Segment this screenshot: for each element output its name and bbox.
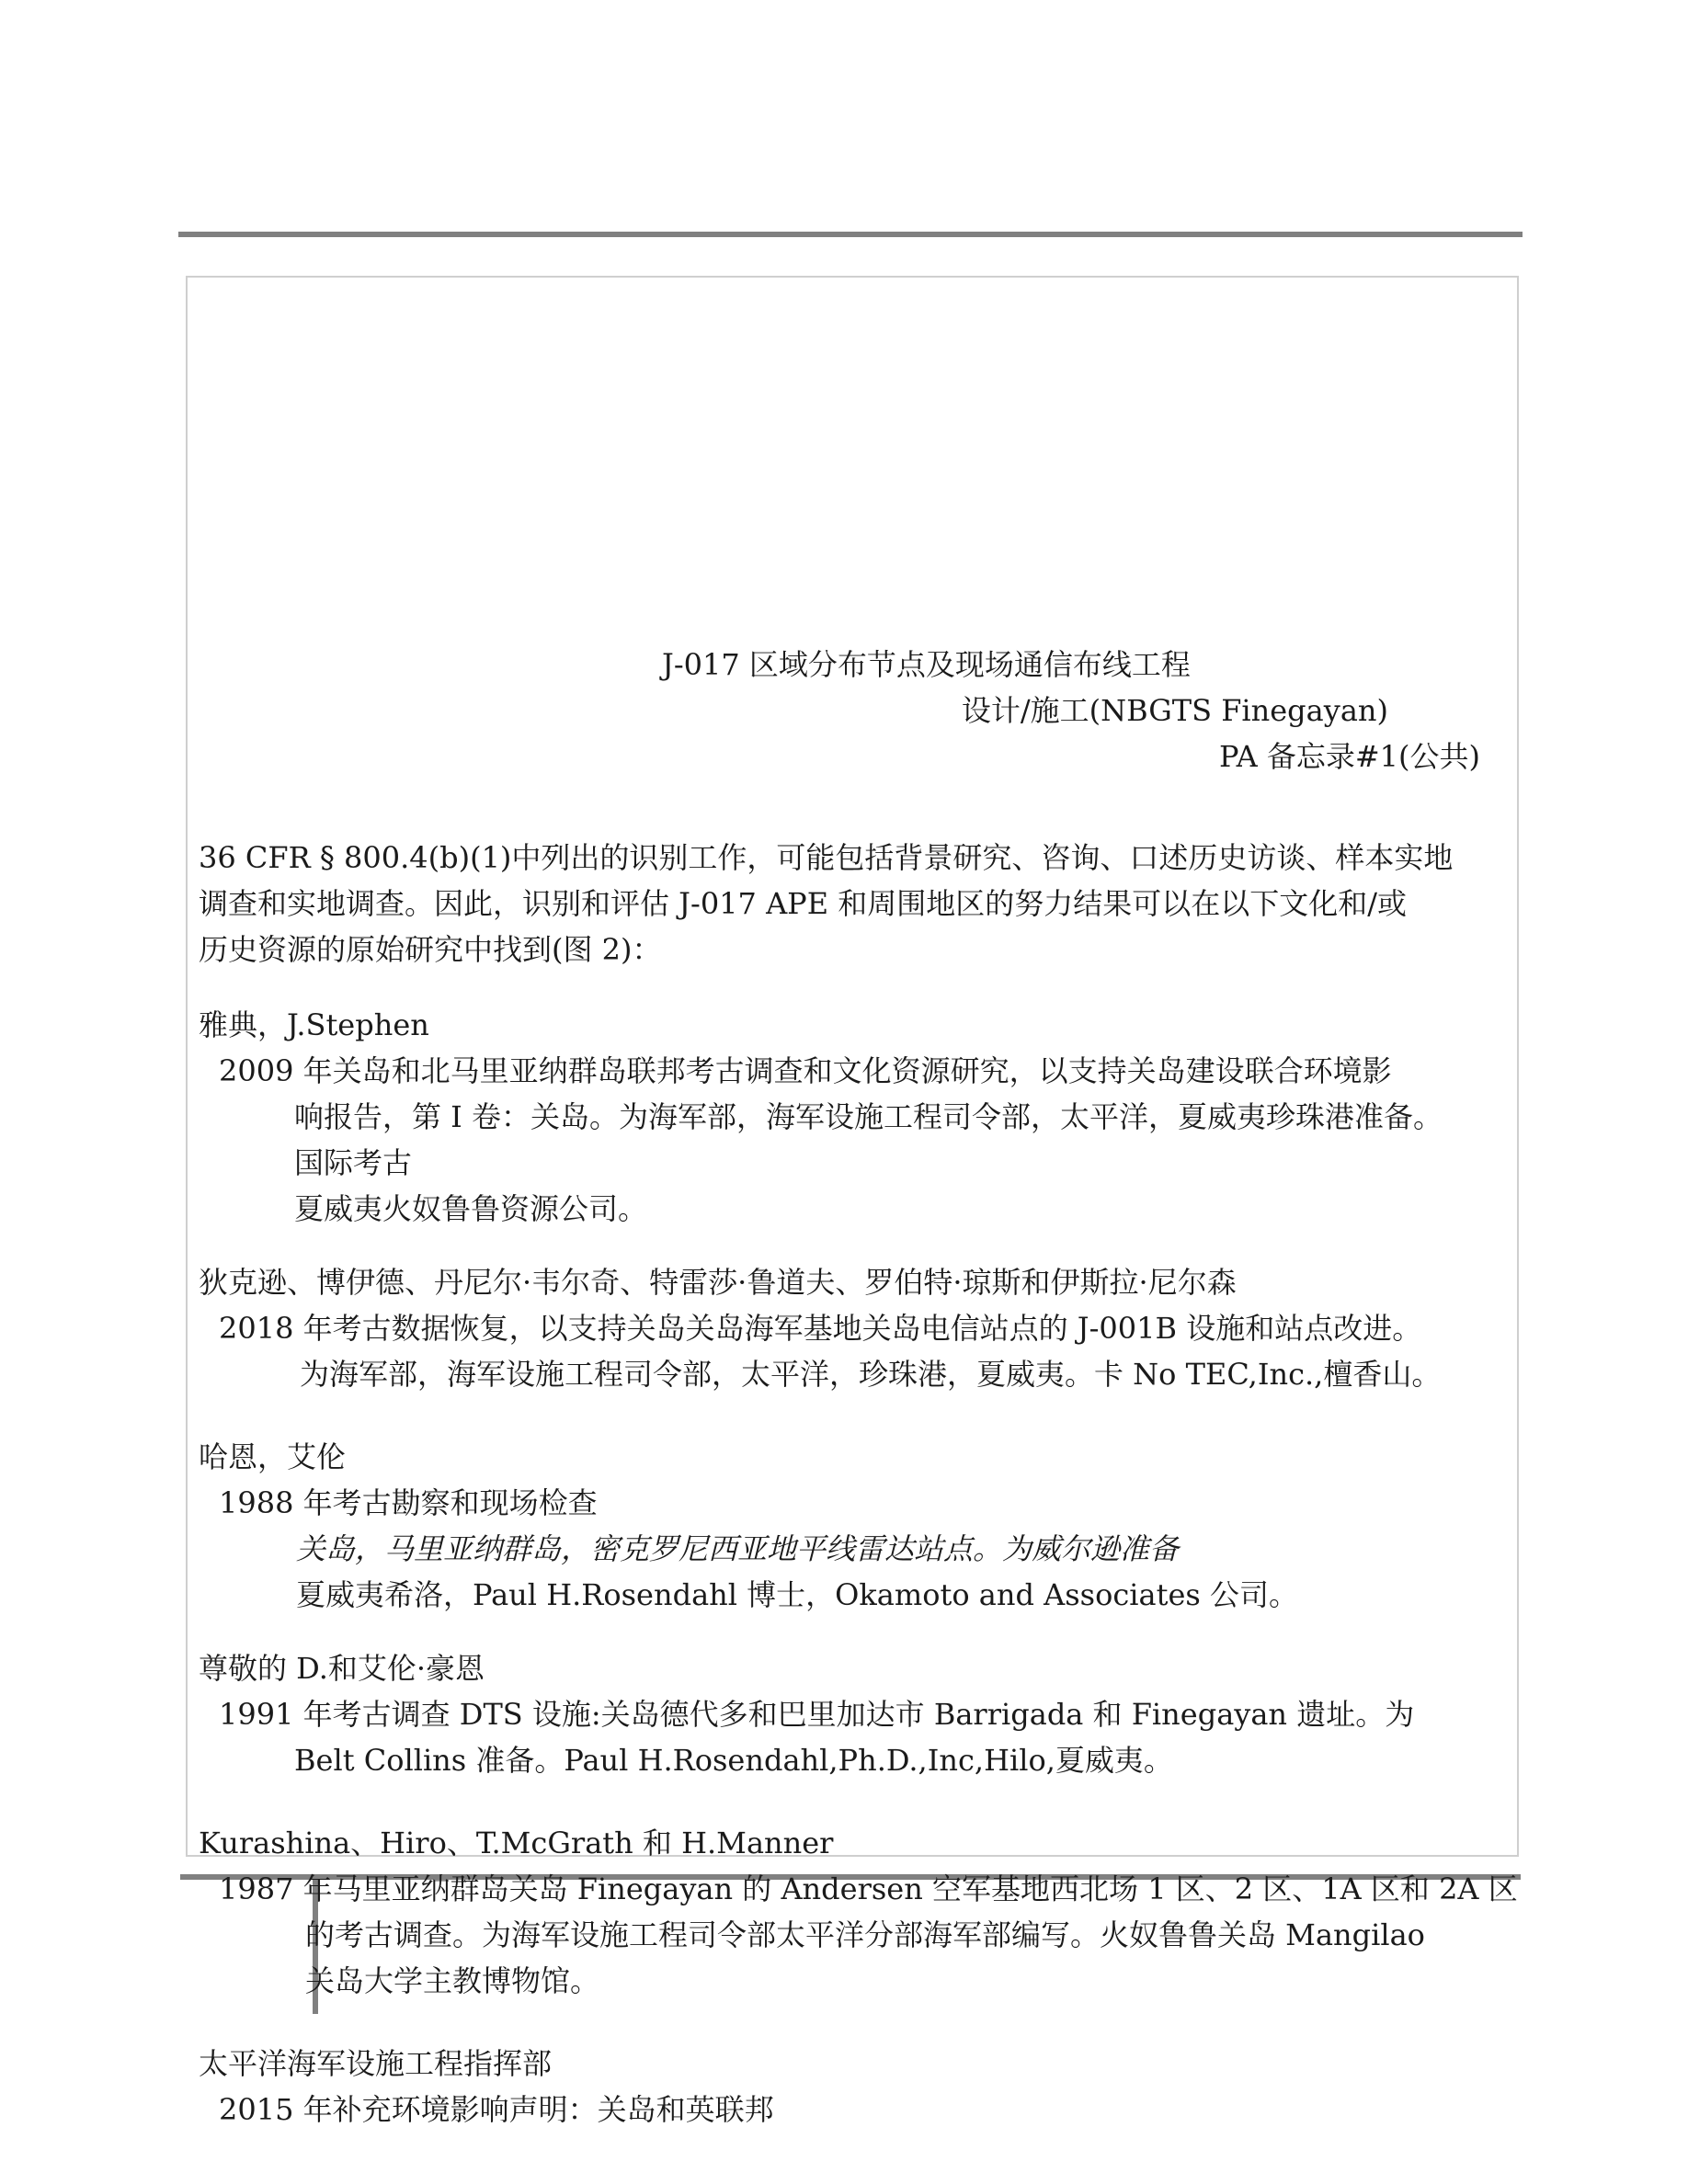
reference-line: 2018 年考古数据恢复，以支持关岛关岛海军基地关岛电信站点的 J-001B 设施和站点改进。	[219, 1311, 1422, 1346]
reference-line: 关岛大学主教博物馆。	[305, 1963, 600, 1998]
reference-line: 1991 年考古调查 DTS 设施:关岛德代多和巴里加达市 Barrigada 和 Finegayan 遗址。为	[219, 1697, 1415, 1732]
reference-line: 关岛，马里亚纳群岛，密克罗尼西亚地平线雷达站点。为威尔逊准备	[296, 1531, 1180, 1566]
reference-line: 2009 年关岛和北马里亚纳群岛联邦考古调查和文化资源研究，以支持关岛建设联合环境影	[219, 1053, 1392, 1088]
document-title: J-017 区域分布节点及现场通信布线工程	[662, 647, 1191, 682]
reference-author: 尊敬的 D.和艾伦·豪恩	[199, 1651, 485, 1686]
reference-author: 太平洋海军设施工程指挥部	[199, 2046, 553, 2081]
intro-line: 调查和实地调查。因此，识别和评估 J-017 APE 和周围地区的努力结果可以在以下文化和/或	[199, 886, 1408, 921]
reference-line: Belt Collins 准备。Paul H.Rosendahl,Ph.D.,Inc,Hilo,夏威夷。	[294, 1743, 1173, 1778]
intro-line: 36 CFR § 800.4(b)(1)中列出的识别工作，可能包括背景研究、咨询、口述历史访谈、样本实地	[199, 840, 1454, 875]
reference-author: Kurashina、Hiro、T.McGrath 和 H.Manner	[199, 1826, 834, 1860]
reference-line: 1988 年考古勘察和现场检查	[219, 1485, 598, 1520]
reference-line: 国际考古	[294, 1145, 413, 1180]
reference-line: 响报告，第 I 卷：关岛。为海军部，海军设施工程司令部，太平洋，夏威夷珍珠港准备。	[294, 1099, 1443, 1134]
reference-line: 1987 年马里亚纳群岛关岛 Finegayan 的 Andersen 空军基地西北场 1 区、2 区、1A 区和 2A 区	[219, 1871, 1518, 1906]
reference-line: 2015 年补充环境影响声明：关岛和英联邦	[219, 2092, 774, 2127]
reference-line: 夏威夷希洛，Paul H.Rosendahl 博士，Okamoto and Associates 公司。	[296, 1577, 1298, 1612]
reference-author: 雅典，J.Stephen	[199, 1007, 429, 1042]
reference-author: 狄克逊、博伊德、丹尼尔·韦尔奇、特雷莎·鲁道夫、罗伯特·琼斯和伊斯拉·尼尔森	[199, 1265, 1237, 1300]
reference-line: 为海军部，海军设施工程司令部，太平洋，珍珠港，夏威夷。卡 No TEC,Inc.,檀香山。	[300, 1357, 1442, 1392]
reference-line: 夏威夷火奴鲁鲁资源公司。	[294, 1191, 648, 1226]
reference-line: 的考古调查。为海军设施工程司令部太平洋分部海军部编写。火奴鲁鲁关岛 Mangilao	[305, 1917, 1425, 1952]
document-subtitle: 设计/施工(NBGTS Finegayan)	[961, 693, 1388, 728]
top-rule	[178, 232, 1523, 237]
memo-label: PA 备忘录#1(公共)	[1218, 739, 1480, 774]
reference-author: 哈恩，艾伦	[199, 1439, 347, 1474]
intro-line: 历史资源的原始研究中找到(图 2)：	[199, 932, 662, 967]
